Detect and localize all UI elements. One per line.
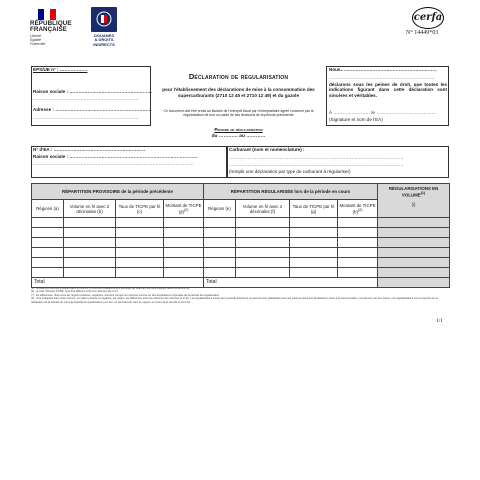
- periode-regularisation: [151, 128, 326, 139]
- nous-continuation[interactable]: ……………………………………………………………: [329, 75, 435, 80]
- lieu-date-field[interactable]: À …………………… le …………………………………: [329, 110, 436, 115]
- table-cell[interactable]: [338, 248, 378, 258]
- table-cell[interactable]: [64, 218, 116, 228]
- table-cell[interactable]: [290, 248, 338, 258]
- table-cell[interactable]: [116, 238, 164, 248]
- document-subtitle: pour l'établissement des déclarations de mise à la consommation des supercarburants (2710 12 45 et 2710 12 49) et du gazole: [162, 87, 315, 98]
- rf-line-1: RÉPUBLIQUE: [30, 20, 72, 27]
- table-cell[interactable]: [164, 218, 204, 228]
- rf-line-2: FRANÇAISE: [30, 26, 67, 34]
- col-header-volume-f: Volume en hl avec 2 décimales (f): [236, 200, 290, 218]
- douane-line-1: DOUANES: [93, 33, 114, 38]
- table-cell[interactable]: [338, 218, 378, 228]
- table-cell[interactable]: [204, 218, 236, 228]
- douane-line-3: INDIRECTS: [93, 41, 115, 47]
- table-cell[interactable]: [236, 238, 290, 248]
- table-cell[interactable]: [116, 258, 164, 268]
- table-row: [32, 248, 450, 258]
- col-header-regions-e: Régions (e): [204, 200, 236, 218]
- raison-sociale-field[interactable]: Raison sociale : ………………………………………………: [33, 89, 152, 94]
- footnote-1: (1) : la total des volumes indiqués dans la colonne (f) doit être obligatoirement identique au total des volumes indiqués dans la colonne (b).: [31, 287, 190, 290]
- table-cell[interactable]: [64, 268, 116, 278]
- table-row: [32, 218, 450, 228]
- carburant-line-2[interactable]: ……………………………………………………………………………………………………: [229, 162, 404, 167]
- adresse-field[interactable]: Adresse : ………………………………………………………: [33, 107, 152, 112]
- table-cell[interactable]: [116, 248, 164, 258]
- table-row: [32, 268, 450, 278]
- total-regularisations-cell: [378, 278, 450, 288]
- douane-label: [86, 34, 122, 47]
- table-cell[interactable]: [164, 248, 204, 258]
- table-cell[interactable]: [64, 228, 116, 238]
- table-cell[interactable]: [204, 248, 236, 258]
- footnote-2: (2) : le total "Montant TICPE" peut être différent entre les colonnes (d) et (h).: [31, 290, 119, 294]
- table-cell[interactable]: [164, 228, 204, 238]
- repartition-table: [31, 183, 450, 288]
- devise-fraternite: Fraternité: [30, 41, 46, 46]
- table-cell[interactable]: [290, 268, 338, 278]
- table-cell[interactable]: [236, 228, 290, 238]
- table-cell[interactable]: [338, 268, 378, 278]
- ea-number-field[interactable]: N° d'EA : ……………………………………………………: [33, 147, 146, 152]
- ea-raison-sociale-continuation[interactable]: ……………………………………………………………………………………………: [33, 161, 194, 166]
- table-cell[interactable]: [32, 258, 64, 268]
- footnote-3: (*) : les différences, dues entre les régions positives, négatives, viennent corriger les volumes inscrits sur des déclarations régionales de la période de régularisation.: [31, 293, 220, 297]
- table-row: [32, 258, 450, 268]
- eps-field[interactable]: EPS/UE n° : ………………: [33, 67, 88, 72]
- regularisation-cell: [378, 248, 450, 258]
- table-cell[interactable]: [164, 268, 204, 278]
- group-header-regularisations: [378, 184, 450, 218]
- ea-raison-sociale-field[interactable]: Raison sociale : …………………………………………………………………………: [33, 154, 198, 159]
- douane-line-2: & DROITS: [94, 37, 114, 43]
- table-cell[interactable]: [204, 258, 236, 268]
- document-title: Déclaration de régularisation: [188, 72, 289, 81]
- col-header-taux-c: Taux de TICPE par hl (c): [116, 200, 164, 218]
- table-cell[interactable]: [290, 238, 338, 248]
- table-cell[interactable]: [116, 228, 164, 238]
- table-cell[interactable]: [32, 268, 64, 278]
- douane-logo: [91, 7, 117, 32]
- declaration-text: déclarons sous les peines de droit, que toutes les indications figurant dans cette déclaration sont sincères et véritables.: [329, 82, 447, 98]
- footnotes: [31, 287, 449, 304]
- table-cell[interactable]: [116, 218, 164, 228]
- adresse-continuation[interactable]: ……………………………………………………………: [33, 115, 139, 120]
- table-cell[interactable]: [236, 258, 290, 268]
- table-cell[interactable]: [116, 268, 164, 278]
- col-header-regions-a: Régions (a): [32, 200, 64, 218]
- regularisations-label: RÉGULARISATIONS EN VOLUME: [388, 186, 439, 198]
- regularisations-footnote-ref: (1): [420, 191, 426, 195]
- total-provisoire: Total: [32, 278, 204, 288]
- footnote-4: (3) : sont indiquées dans cette colonne, en valeur positive ou négative, par région, les différentes entre les colonnes des volumes (f) et (b). Les régularisations issues de la période antérieure ne peuvent être globalisées avec les volumes issus des déclarations mises à la consommation, compte tenu de leur nature, ces régularisations sont à reporter sur la déclaration de la période au cours de laquelle la régularisation a eu lieu, en précisant les taux en vigueur au cours de la période concernée.: [31, 297, 438, 304]
- col-header-montant-d: Montant de TICPE $(d)^{(2)}$: [164, 200, 204, 218]
- regularisation-cell: [378, 268, 450, 278]
- table-cell[interactable]: [64, 248, 116, 258]
- table-cell[interactable]: [290, 228, 338, 238]
- table-cell[interactable]: [204, 238, 236, 248]
- table-cell[interactable]: [32, 238, 64, 248]
- devise-liberte: Liberté: [30, 34, 41, 38]
- table-cell[interactable]: [290, 258, 338, 268]
- page-number: 1/1: [436, 318, 444, 324]
- group-header-regularisee: RÉPARTITION RÉGULARISÉE lors de la période en cours: [204, 184, 378, 200]
- carburant-note: (remplir une déclaration par type de carburant à régulariser): [229, 169, 351, 174]
- total-regularisee: Total: [204, 278, 378, 288]
- cerfa-number: N° 14449*03: [406, 30, 439, 36]
- republique-francaise-label: [30, 21, 72, 34]
- table-cell[interactable]: [32, 248, 64, 258]
- nous-field[interactable]: Nous………………………………………………………: [329, 67, 437, 72]
- periode-range[interactable]: du ………… au …………: [211, 133, 266, 139]
- marianne-logo: [38, 9, 56, 20]
- regularisation-cell: [378, 238, 450, 248]
- table-cell[interactable]: [32, 228, 64, 238]
- regularisation-cell: [378, 228, 450, 238]
- col-header-taux-g: Taux de TICPE par hl (g): [290, 200, 338, 218]
- table-cell[interactable]: [164, 258, 204, 268]
- signature-label: (Signature et nom de l'EA): [329, 117, 383, 122]
- table-cell[interactable]: [338, 228, 378, 238]
- col-header-volume-b: Volume en hl avec 2 décimales (b): [64, 200, 116, 218]
- cerfa-logo: cerfa: [412, 7, 444, 29]
- group-header-provisoire: RÉPARTITION PROVISOIRE de la période précédente: [32, 184, 204, 200]
- table-cell[interactable]: [204, 268, 236, 278]
- regularisation-cell: [378, 218, 450, 228]
- carburant-label: Carburant (nom et nomenclature) :: [229, 147, 305, 152]
- col-header-montant-h: Montant de TICPE $(h)^{(2)}$: [338, 200, 378, 218]
- table-cell[interactable]: [64, 258, 116, 268]
- table-cell[interactable]: [236, 268, 290, 278]
- carburant-line-1[interactable]: ……………………………………………………………………………………………………: [229, 155, 404, 160]
- table-cell[interactable]: [290, 218, 338, 228]
- table-cell[interactable]: [236, 218, 290, 228]
- devise-egalite: Égalité: [30, 37, 41, 42]
- document-note: Ce document doit être remis au titulaire de l'entrepôt fiscal par l'entrepositaire agréé concerné par la régularisation de tout ou partie de ses livraisons de la période précédente: [163, 109, 314, 118]
- raison-sociale-continuation[interactable]: ……………………………………………………………: [33, 96, 139, 101]
- regularisation-cell: [378, 258, 450, 268]
- table-cell[interactable]: [338, 258, 378, 268]
- table-row: [32, 238, 450, 248]
- col-header-i: (i): [411, 202, 416, 208]
- table-cell[interactable]: [164, 238, 204, 248]
- table-row: [32, 228, 450, 238]
- table-cell[interactable]: [236, 248, 290, 258]
- devise: [30, 35, 45, 46]
- table-cell[interactable]: [338, 238, 378, 248]
- table-cell[interactable]: [32, 218, 64, 228]
- table-cell[interactable]: [64, 238, 116, 248]
- table-cell[interactable]: [204, 228, 236, 238]
- periode-title: Période de régularisation: [214, 128, 263, 133]
